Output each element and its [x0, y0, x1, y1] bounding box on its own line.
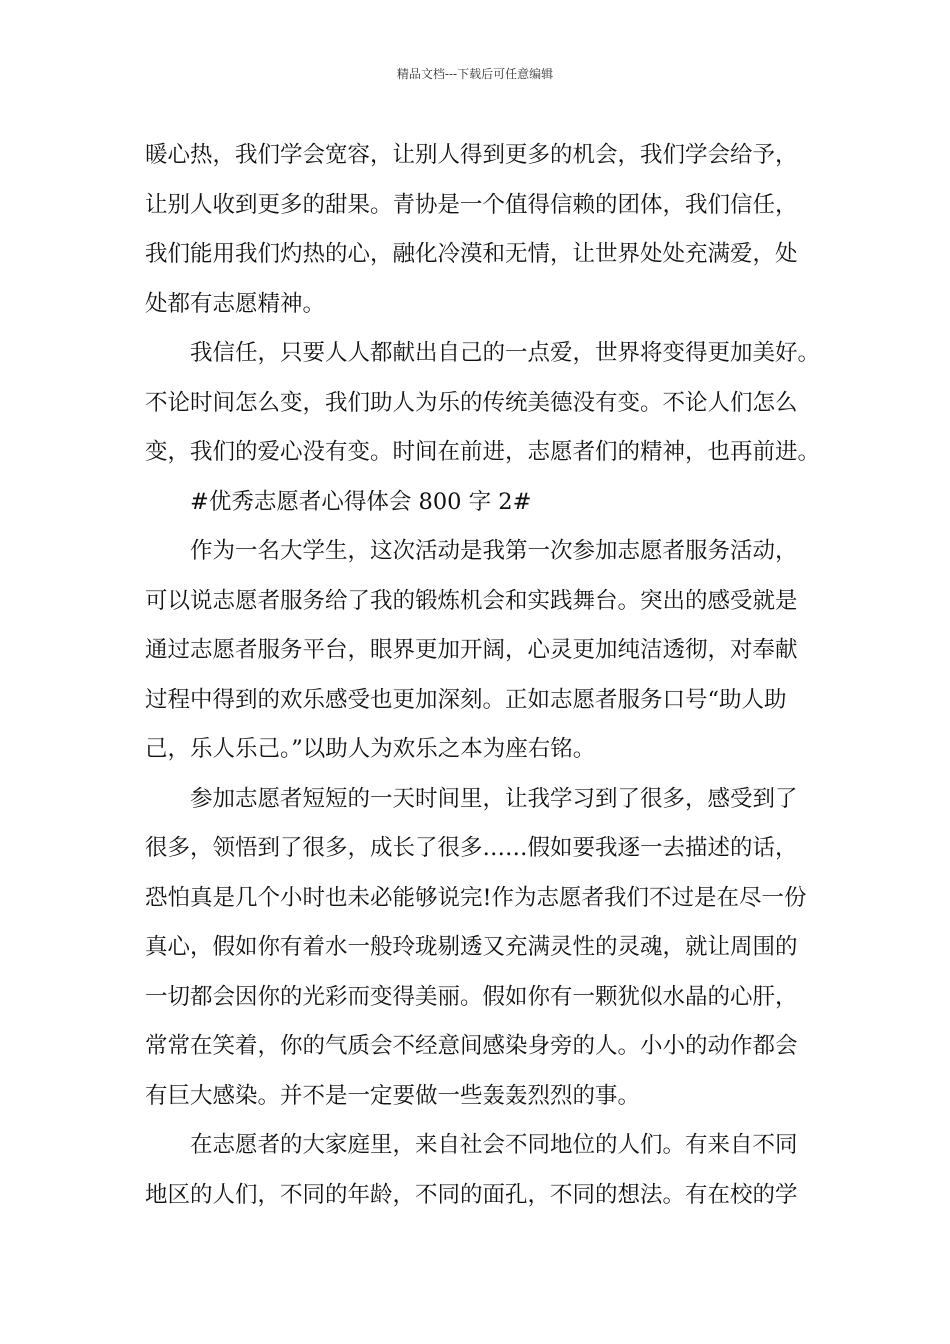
text-line: 己，乐人乐己。”以助人为欢乐之本为座右铭。 — [145, 736, 596, 762]
text-line: 变，我们的爱心没有变。时间在前进，志愿者们的精神，也再前进。 — [145, 439, 821, 465]
text-line: 不论时间怎么变，我们助人为乐的传统美德没有变。不论人们怎么 — [145, 389, 798, 416]
text-line: 很多，领悟到了很多，成长了很多……假如要我逐一去描述的话， — [145, 835, 798, 861]
text-line: 在志愿者的大家庭里，来自社会不同地位的人们。有来自不同 — [190, 1132, 798, 1158]
text-line: 我信任，只要人人都献出自己的一点爱，世界将变得更加美好。 — [190, 340, 821, 366]
text-line: 有巨大感染。并不是一定要做一些轰轰烈烈的事。 — [145, 1082, 641, 1109]
text-line: 参加志愿者短短的一天时间里，让我学习到了很多，感受到了 — [190, 785, 798, 812]
text-line: 处都有志愿精神。 — [145, 290, 326, 317]
page-header: 精品文档---下载后可任意编辑 — [396, 67, 554, 81]
text-line: 一切都会因你的光彩而变得美丽。假如你有一颗犹似水晶的心肝， — [145, 983, 798, 1010]
text-line: 真心，假如你有着水一般玲珑剔透又充满灵性的灵魂，就让周围的 — [145, 934, 798, 960]
text-line: 恐怕真是几个小时也未必能够说完!作为志愿者我们不过是在尽一份 — [145, 884, 807, 911]
text-line: 通过志愿者服务平台，眼界更加开阔，心灵更加纯洁透彻，对奉献 — [145, 637, 798, 663]
document-body — [145, 131, 825, 1220]
text-line: 可以说志愿者服务给了我的锻炼机会和实践舞台。突出的感受就是 — [145, 587, 798, 614]
text-line: 作为一名大学生，这次活动是我第一次参加志愿者服务活动， — [190, 538, 798, 564]
text-line: 常常在笑着，你的气质会不经意间感染身旁的人。小小的动作都会 — [145, 1033, 798, 1059]
text-line: 暖心热，我们学会宽容，让别人得到更多的机会，我们学会给予， — [145, 142, 798, 168]
text-line: 让别人收到更多的甜果。青协是一个值得信赖的团体，我们信任， — [145, 191, 798, 218]
text-line: 地区的人们，不同的年龄，不同的面孔，不同的想法。有在校的学 — [145, 1181, 798, 1208]
text-line: 过程中得到的欢乐感受也更加深刻。正如志愿者服务口号“助人助 — [145, 686, 787, 713]
text-line: #优秀志愿者心得体会 800 字 2# — [190, 488, 532, 515]
text-line: 我们能用我们灼热的心，融化冷漠和无情，让世界处处充满爱，处 — [145, 241, 798, 267]
